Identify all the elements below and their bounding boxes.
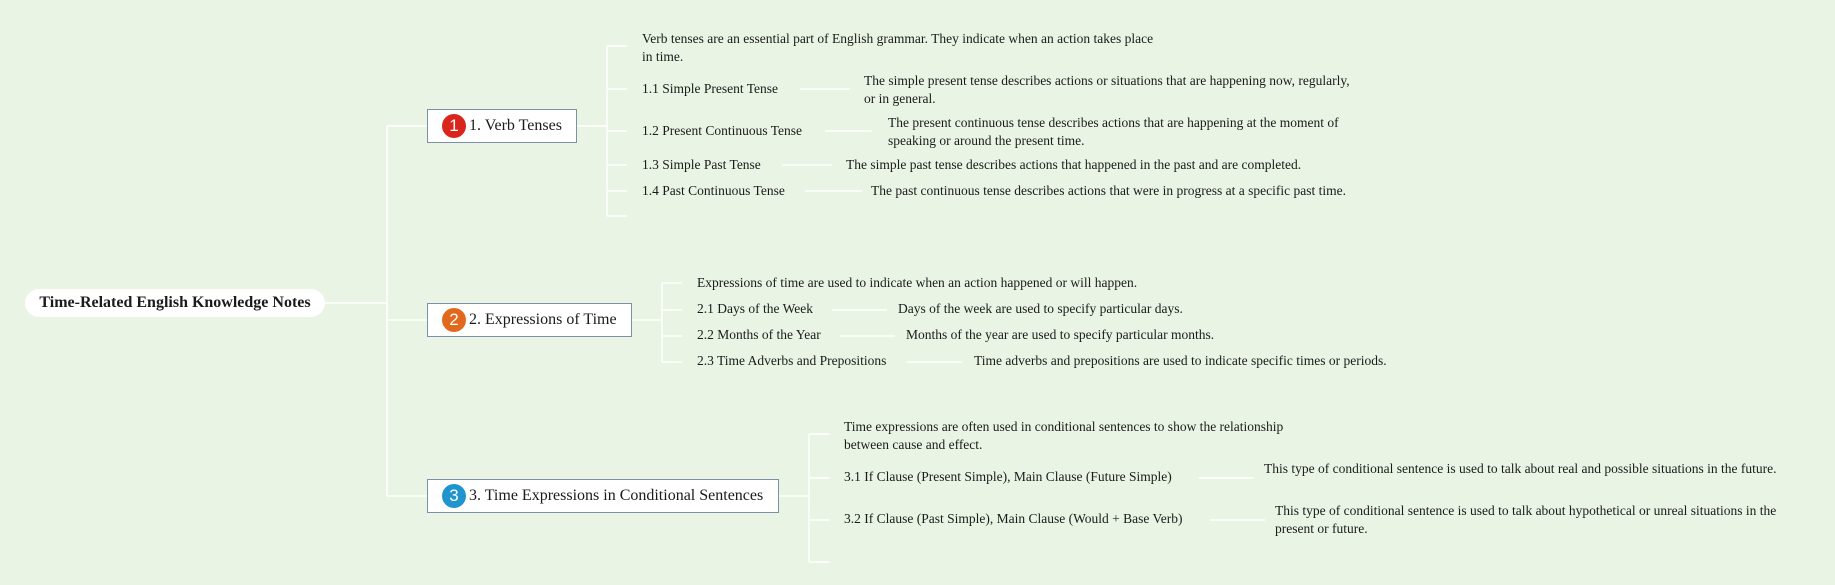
root-node[interactable]	[25, 289, 325, 317]
subtopic-1-3[interactable]: 1.3 Simple Past Tense	[642, 157, 761, 172]
topic-2-intro: Expressions of time are used to indicate when an action happened or will happen.	[697, 275, 1138, 290]
subtopic-2-3-desc: Time adverbs and prepositions are used to indicate specific times or periods.	[974, 353, 1387, 368]
subtopic-3-1[interactable]: 3.1 If Clause (Present Simple), Main Clause (Future Simple)	[844, 469, 1172, 484]
topic-title: 2. Expressions of Time	[469, 311, 617, 328]
topic-1-intro: Verb tenses are an essential part of English grammar. They indicate when an action takes place in time.	[642, 31, 1154, 64]
subtopic-1-2-desc: The present continuous tense describes actions that are happening at the moment of speaking or around the present time.	[888, 115, 1339, 148]
subtopic-2-2[interactable]: 2.2 Months of the Year	[697, 327, 821, 342]
topic-title: 1. Verb Tenses	[469, 117, 562, 134]
subtopic-1-2[interactable]: 1.2 Present Continuous Tense	[642, 123, 803, 138]
root-title: Time-Related English Knowledge Notes	[39, 294, 311, 311]
badge-1-icon: 1	[442, 114, 466, 138]
topic-verb-tenses[interactable]	[427, 109, 577, 143]
subtopic-3-1-desc: This type of conditional sentence is used to talk about real and possible situations in the future.	[1264, 461, 1777, 476]
subtopic-2-1-desc: Days of the week are used to specify particular days.	[898, 301, 1183, 316]
subtopic-3-2-desc: This type of conditional sentence is used to talk about hypothetical or unreal situations in the present or future.	[1275, 503, 1777, 536]
badge-3-icon: 3	[442, 484, 466, 508]
topic-conditional-sentences[interactable]	[427, 479, 779, 513]
badge-2-icon: 2	[442, 308, 466, 332]
subtopic-2-3[interactable]: 2.3 Time Adverbs and Prepositions	[697, 353, 887, 368]
subtopic-1-4[interactable]: 1.4 Past Continuous Tense	[642, 183, 785, 198]
subtopic-2-2-desc: Months of the year are used to specify particular months.	[906, 327, 1215, 342]
topic-expressions-of-time[interactable]	[427, 303, 632, 337]
subtopic-3-2[interactable]: 3.2 If Clause (Past Simple), Main Clause (Would + Base Verb)	[844, 511, 1183, 526]
subtopic-2-1[interactable]: 2.1 Days of the Week	[697, 301, 814, 316]
topic-title: 3. Time Expressions in Conditional Sentences	[469, 487, 764, 504]
topic-3-intro: Time expressions are often used in conditional sentences to show the relationship between cause and effect.	[844, 419, 1284, 452]
subtopic-1-3-desc: The simple past tense describes actions that happened in the past and are completed.	[846, 157, 1302, 172]
subtopic-1-4-desc: The past continuous tense describes actions that were in progress at a specific past time.	[871, 183, 1346, 198]
subtopic-1-1[interactable]: 1.1 Simple Present Tense	[642, 81, 779, 96]
subtopic-1-1-desc: The simple present tense describes actions or situations that are happening now, regularly, or in general.	[864, 73, 1350, 106]
